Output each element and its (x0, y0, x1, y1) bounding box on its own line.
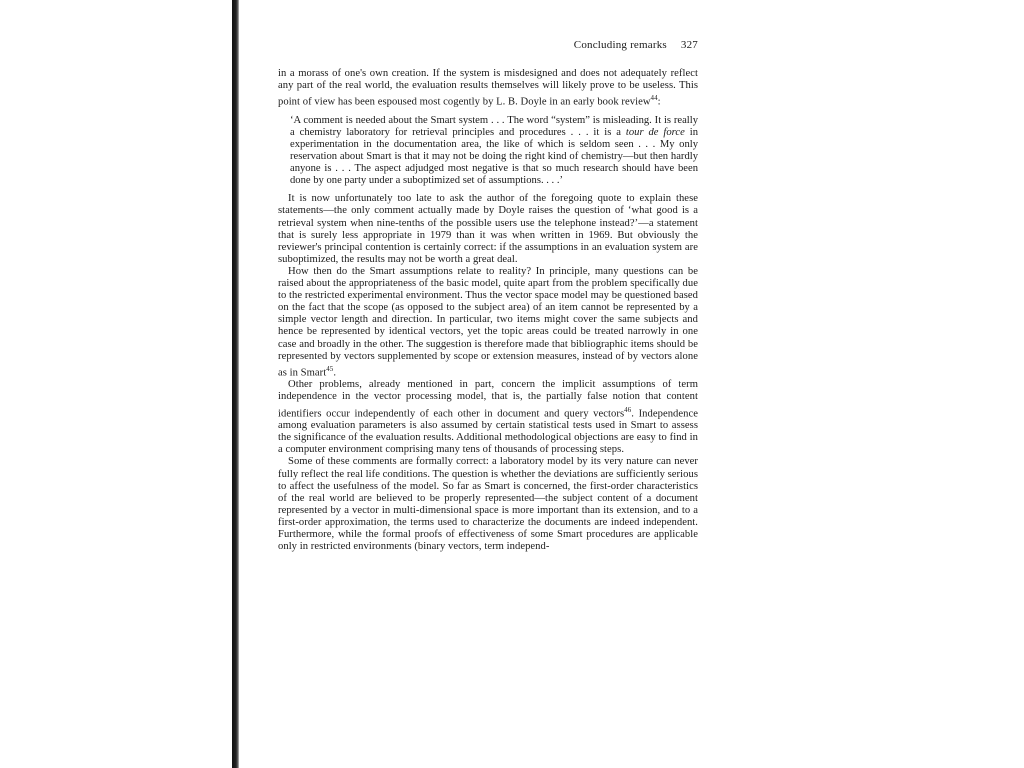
running-head (278, 38, 698, 52)
quote-part-b: in experimentation in the documentation area, the like of which is seldom seen . . . My only reservation about Smart is that it may not be doing the right kind of chemistry—but then hardly anyone is . . . The aspect adjudged most negative is that so much research should have been done by one party under a suboptimized set of assumptions. . . .’ (290, 126, 698, 187)
paragraph-1-end: : (657, 96, 661, 108)
book-page (278, 38, 698, 553)
paragraph-2: It is now unfortunately too late to ask the author of the foregoing quote to explain these statements—the only comment actually made by Doyle raises the question of ‘what good is a retrieval system when nine-tenths of the possible users use the telephone instead?’—a statement that is surely less appropriate in 1979 than it was when written in 1969. But obviously the reviewer's principal contention is certainly correct: if the assumptions in an evaluation system are suboptimized, the results may not be worth a great deal. (278, 193, 698, 265)
paragraph-5: Some of these comments are formally correct: a laboratory model by its very nature can never fully reflect the real life conditions. The question is whether the deviations are sufficiently serious to affect the usefulness of the model. So far as Smart is concerned, the first-order characteristics of the real world are believed to be properly represented—the subject content of a document represented by a vector in multi-dimensional space is more important than its extension, and to a first-order approximation, the terms used to characterize the documents are indeed independent. Furthermore, while the formal proofs of effectiveness of some Smart procedures are applicable only in restricted environments (binary vectors, term independ- (278, 456, 698, 553)
running-head-title: Concluding remarks (573, 39, 667, 51)
paragraph-4-end: . Independence among evaluation parameters is also assumed by certain statistical tests used in Smart to assess the significance of the evaluation results. Additional methodological objections are easy to find in a computer environment comprising many tens of thousands of processing steps. (278, 408, 698, 456)
paragraph-4-text: Other problems, already mentioned in part, concern the implicit assumptions of term independence in the vector processing model, that is, the partially false notion that content identifiers occur independently of each other in document and query vectors (278, 379, 698, 420)
paragraph-1 (278, 68, 698, 109)
paragraph-4 (278, 379, 698, 456)
paragraph-3-text: How then do the Smart assumptions relate to reality? In principle, many questions can be raised about the appropriateness of the basic model, quite apart from the problem specifically due to the restricted experimental environment. Thus the vector space model may be questioned based on the fact that the scope (as opposed to the subject area) of an item cannot be represented by a simple vector length and direction. In particular, two items might cover the same subjects and hence be represented by identical vectors, yet the topic areas could be treated narrowly in one case and broadly in the other. The suggestion is therefore made that bibliographic items should be represented by vectors supplemented by scope or extension measures, instead of by vectors alone as in Smart (278, 265, 698, 379)
scan-binding-line (238, 0, 239, 768)
page-number: 327 (680, 39, 698, 51)
quote-italic: tour de force (625, 126, 685, 138)
paragraph-3 (278, 266, 698, 379)
paragraph-3-end: . (333, 367, 337, 379)
reference-46: 46 (624, 405, 632, 414)
reference-45: 45 (326, 364, 334, 373)
doyle-quote (290, 115, 698, 188)
paragraph-1-text: in a morass of one's own creation. If the system is misdesigned and does not adequately reflect any part of the real world, the evaluation results themselves will likely prove to be useless. This point of view has been espoused most cogently by L. B. Doyle in an early book review (278, 68, 698, 108)
quote-part-a: ‘A comment is needed about the Smart system . . . The word “system” is misleading. It is really a chemistry laboratory for retrieval principles and procedures . . . it is a (290, 114, 698, 138)
reference-44: 44 (650, 94, 658, 103)
